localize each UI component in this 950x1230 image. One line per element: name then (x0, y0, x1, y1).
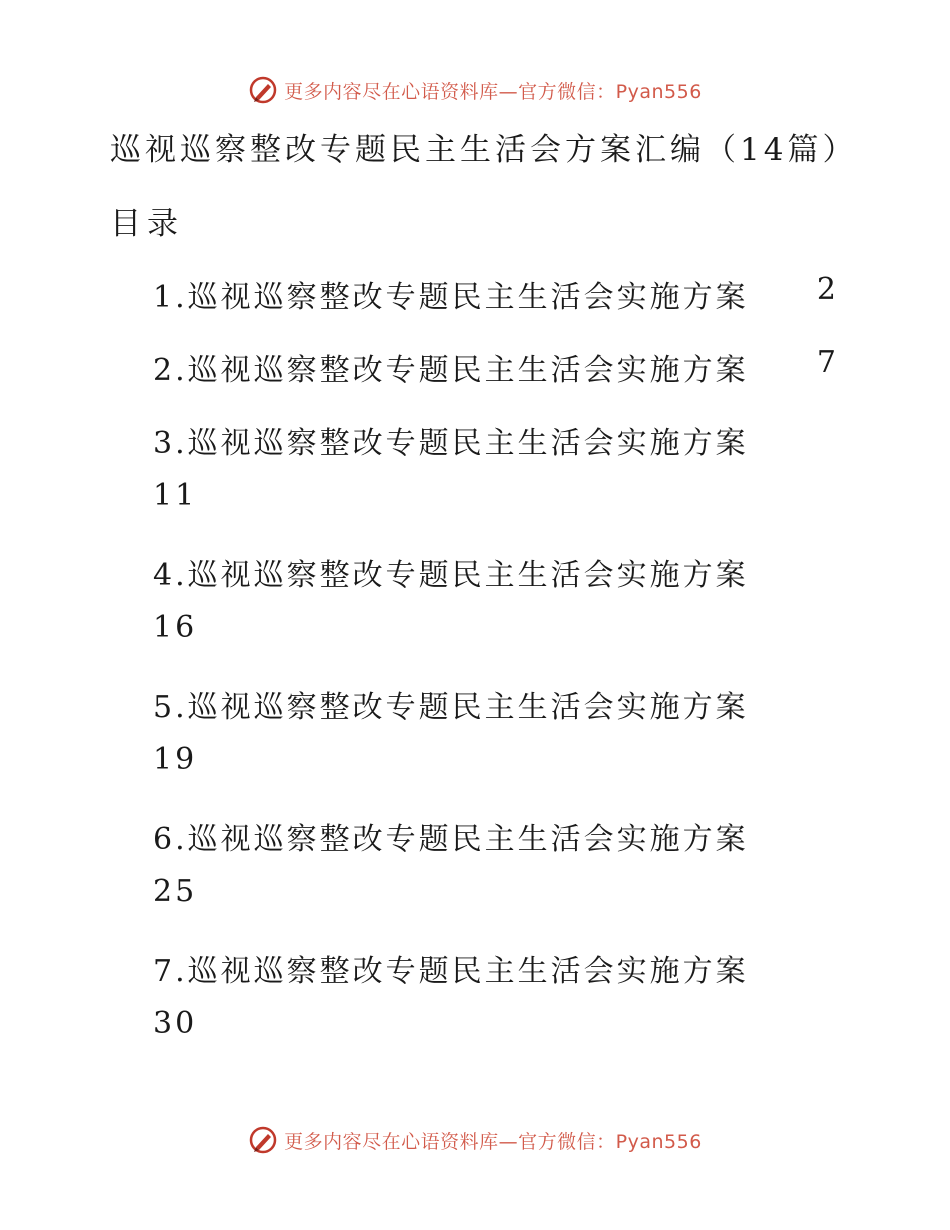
header-watermark (0, 70, 950, 110)
toc-entry-7[interactable] (153, 946, 853, 1078)
toc-entry-page: 30 (153, 1006, 198, 1041)
toc-entry-5[interactable] (153, 682, 853, 814)
toc-entry-page: 25 (153, 874, 198, 909)
toc-heading: 目录 (110, 206, 184, 242)
toc-entry-label: 4.巡视巡察整改专题民主生活会实施方案 (153, 558, 749, 593)
toc-entry-3[interactable] (153, 418, 853, 550)
toc-entry-label: 1.巡视巡察整改专题民主生活会实施方案 (153, 280, 749, 315)
document-title: 巡视巡察整改专题民主生活会方案汇编（14篇） (110, 132, 858, 168)
toc-entry-label: 6.巡视巡察整改专题民主生活会实施方案 (153, 822, 749, 857)
toc-entry-page: 11 (153, 478, 198, 513)
watermark-text: 更多内容尽在心语资料库—官方微信：Pyan556 (284, 80, 702, 103)
toc-entry-page: 19 (153, 742, 198, 777)
pen-logo-icon (248, 1125, 278, 1155)
toc-entry-label: 2.巡视巡察整改专题民主生活会实施方案 (153, 353, 749, 388)
toc-entry-page: 16 (153, 610, 198, 645)
toc-entry-label: 7.巡视巡察整改专题民主生活会实施方案 (153, 954, 749, 989)
toc-entry-page: 7 (816, 345, 839, 380)
toc-entry-label: 5.巡视巡察整改专题民主生活会实施方案 (153, 690, 749, 725)
pen-logo-icon (248, 75, 278, 105)
watermark-text: 更多内容尽在心语资料库—官方微信：Pyan556 (284, 1130, 702, 1153)
toc-entry-page: 2 (816, 272, 839, 307)
toc-entry-6[interactable] (153, 814, 853, 946)
toc-entry-1[interactable] (153, 272, 853, 345)
table-of-contents (153, 272, 853, 1078)
toc-entry-4[interactable] (153, 550, 853, 682)
footer-watermark (0, 1120, 950, 1160)
toc-entry-label: 3.巡视巡察整改专题民主生活会实施方案 (153, 426, 749, 461)
toc-entry-2[interactable] (153, 345, 853, 418)
